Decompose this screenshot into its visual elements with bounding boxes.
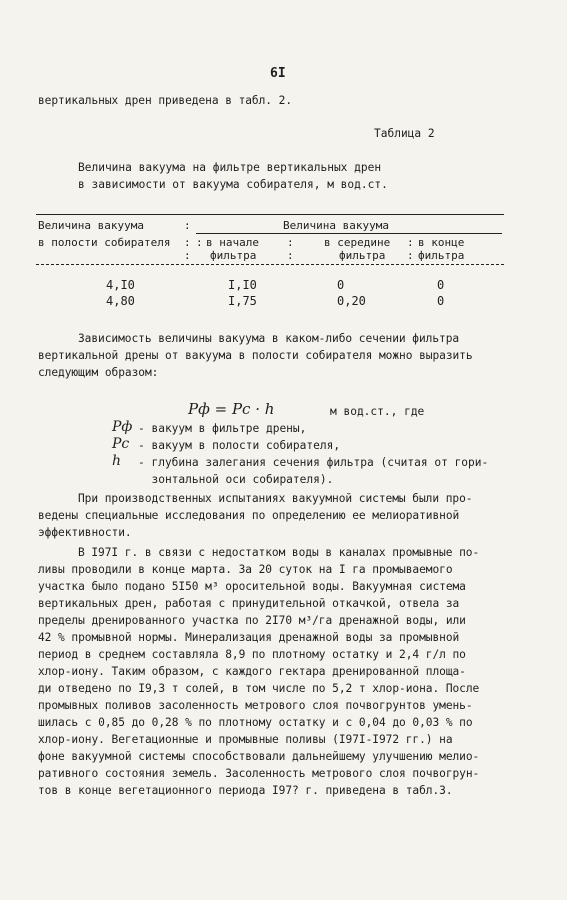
subheader-middle-line2: фильтра	[339, 249, 386, 262]
table-cell-middle: 0	[337, 278, 345, 292]
def-text: - глубина залегания сечения фильтра (считая от гори-	[138, 456, 489, 469]
subheader-end-line1: в конце	[418, 236, 465, 249]
para3-line: 42 % промывной нормы. Минерализация дренажной воды за промывной	[38, 631, 460, 644]
para3-line: ративного состояния земель. Засоленность метрового слоя почвогрун-	[38, 767, 480, 780]
para3-line: фоне вакуумной системы способствовали дальнейшему улучшению мелио-	[38, 750, 480, 763]
formula-unit: м вод.ст., где	[330, 405, 425, 418]
table-label: Таблица 2	[374, 127, 435, 140]
subheader-end-line2: фильтра	[418, 249, 465, 262]
table-caption-line1: Величина вакуума на фильтре вертикальных дрен	[78, 161, 382, 174]
para2-line: При производственных испытаниях вакуумной системы были про-	[78, 492, 473, 505]
header-colon: :	[407, 249, 414, 262]
header-colon: :	[184, 249, 191, 262]
def-symbol: Pф	[112, 419, 133, 435]
para3-line: пределы дренированного участка по 2I70 м³/га дренажной воды, или	[38, 614, 466, 627]
formula: Pф = Pc · h	[188, 400, 275, 418]
para3-line: ливы проводили в конце марта. За 20 суток на I га промываемого	[38, 563, 453, 576]
para3-line: ди отведено по I9,3 т солей, в том числе по 5,2 т хлор-иона. После	[38, 682, 480, 695]
header-colon: :	[287, 249, 294, 262]
table-cell-end: 0	[437, 294, 445, 308]
header-colon: :	[196, 236, 203, 249]
para1-line: вертикальной дрены от вакуума в полости собирателя можно выразить	[38, 349, 473, 362]
para3-line: вертикальных дрен, работая с принудительной откачкой, отвела за	[38, 597, 460, 610]
def-symbol: Pc	[112, 436, 130, 452]
group-header: Величина вакуума	[283, 219, 389, 232]
def-text: зонтальной оси собирателя).	[138, 473, 334, 486]
para1-line: Зависимость величины вакуума в каком-либо сечении фильтра	[78, 332, 460, 345]
subheader-middle-line1: в середине	[324, 236, 391, 249]
para3-line: хлор-иону. Таким образом, с каждого гектара дренированной площа-	[38, 665, 466, 678]
para3-line: участка было подано 5I50 м³ оросительной воды. Вакуумная система	[38, 580, 466, 593]
def-text: - вакуум в полости собирателя,	[138, 439, 341, 452]
def-symbol: h	[112, 453, 122, 469]
para2-line: ведены специальные исследования по определению ее мелиоративной	[38, 509, 460, 522]
table-cell-collector: 4,80	[106, 294, 135, 308]
para3-line: тов в конце вегетационного периода I97? г. приведена в табл.3.	[38, 784, 453, 797]
header-colon: :	[184, 219, 191, 232]
para3-line: хлор-иону. Вегетационные и промывные поливы (I97I-I972 гг.) на	[38, 733, 453, 746]
para2-line: эффективности.	[38, 526, 132, 539]
def-text: - вакуум в фильтре дрены,	[138, 422, 307, 435]
intro-line: вертикальных дрен приведена в табл. 2.	[38, 94, 293, 107]
col1-header-line1: Величина вакуума	[38, 219, 144, 232]
table-cell-start: I,75	[228, 294, 257, 308]
subheader-start-line2: фильтра	[210, 249, 257, 262]
table-cell-collector: 4,I0	[106, 278, 135, 292]
table-cell-start: I,I0	[228, 278, 257, 292]
header-colon: :	[184, 236, 191, 249]
header-colon: :	[287, 236, 294, 249]
col1-header-line2: в полости собирателя	[38, 236, 171, 249]
para3-line: шилась с 0,85 до 0,28 % по плотному остатку и с 0,04 до 0,03 % по	[38, 716, 473, 729]
table-cell-end: 0	[437, 278, 445, 292]
page-number: 6I	[270, 66, 286, 81]
para1-line: следующим образом:	[38, 366, 159, 379]
para3-line: период в среднем составляла 8,9 по плотному остатку и 2,4 г/л по	[38, 648, 466, 661]
para3-line: В I97I г. в связи с недостатком воды в каналах промывные по-	[78, 546, 480, 559]
header-colon: :	[407, 236, 414, 249]
para3-line: промывных поливов засоленность метрового слоя почвогрунтов умень-	[38, 699, 473, 712]
table-cell-middle: 0,20	[337, 294, 366, 308]
table-group-rule	[196, 233, 502, 234]
subheader-start-line1: в начале	[206, 236, 259, 249]
table-top-rule	[36, 214, 504, 215]
table-caption-line2: в зависимости от вакуума собирателя, м вод.ст.	[78, 178, 388, 191]
table-header-rule	[36, 264, 504, 265]
